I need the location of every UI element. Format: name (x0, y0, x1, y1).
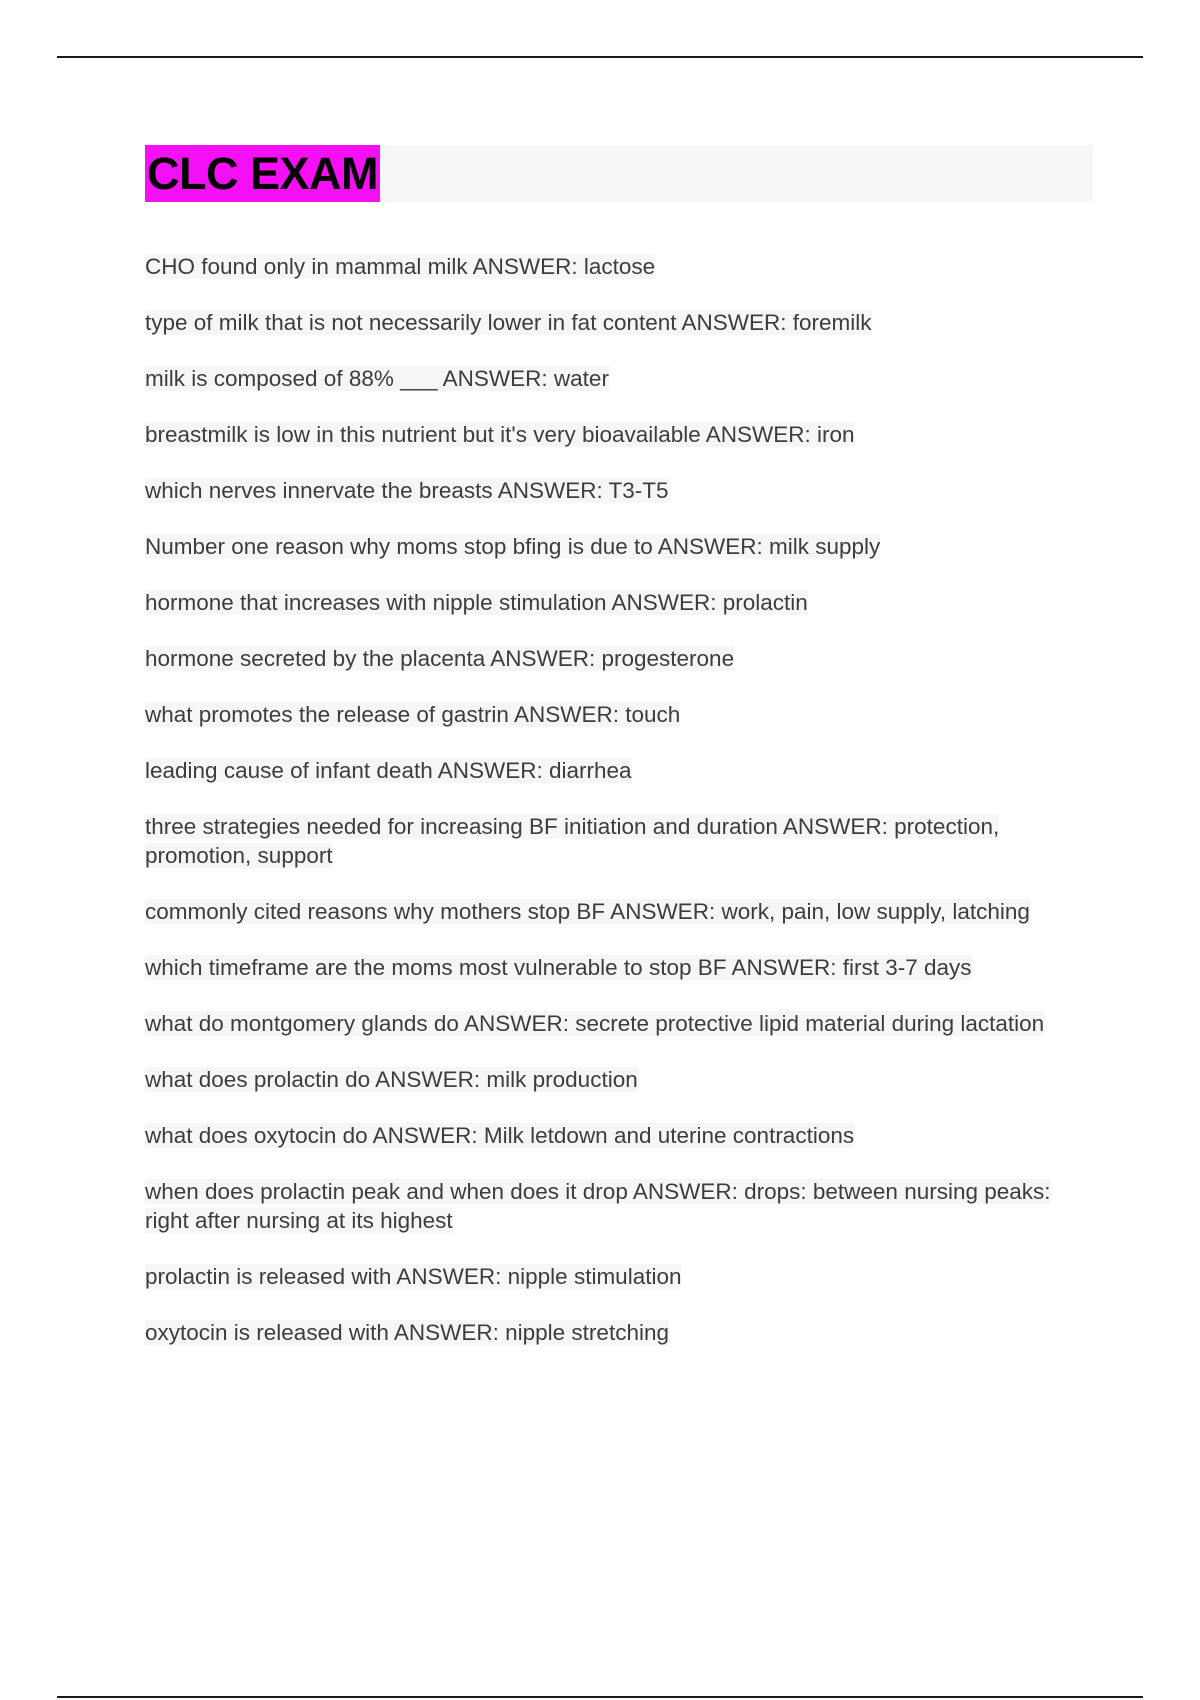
qa-text: when does prolactin peak and when does it drop ANSWER: drops: between nursing peaks: right after nursing at its highest (145, 1179, 1051, 1233)
qa-text: prolactin is released with ANSWER: nipple stimulation (145, 1264, 682, 1289)
qa-item (145, 1009, 1085, 1038)
qa-list (145, 252, 1085, 1374)
qa-item (145, 476, 1085, 505)
qa-item (145, 532, 1085, 561)
qa-item (145, 1318, 1085, 1347)
qa-item (145, 364, 1085, 393)
qa-text: what does prolactin do ANSWER: milk production (145, 1067, 638, 1092)
footer-rule (57, 1696, 1143, 1698)
qa-text: hormone secreted by the placenta ANSWER: progesterone (145, 646, 735, 671)
qa-text: oxytocin is released with ANSWER: nipple stretching (145, 1320, 669, 1345)
header-rule (57, 56, 1143, 58)
qa-item (145, 308, 1085, 337)
qa-text: commonly cited reasons why mothers stop BF ANSWER: work, pain, low supply, latching (145, 899, 1030, 924)
qa-item (145, 700, 1085, 729)
qa-text: Number one reason why moms stop bfing is due to ANSWER: milk supply (145, 534, 881, 559)
qa-item (145, 588, 1085, 617)
qa-item (145, 756, 1085, 785)
qa-text: hormone that increases with nipple stimulation ANSWER: prolactin (145, 590, 808, 615)
qa-text: CHO found only in mammal milk ANSWER: lactose (145, 254, 656, 279)
qa-text: milk is composed of 88% ___ ANSWER: water (145, 366, 609, 391)
qa-text: what does oxytocin do ANSWER: Milk letdown and uterine contractions (145, 1123, 855, 1148)
qa-text: which timeframe are the moms most vulnerable to stop BF ANSWER: first 3-7 days (145, 955, 972, 980)
qa-item (145, 1121, 1085, 1150)
qa-item (145, 953, 1085, 982)
qa-text: type of milk that is not necessarily lower in fat content ANSWER: foremilk (145, 310, 872, 335)
qa-text: which nerves innervate the breasts ANSWER: T3-T5 (145, 478, 669, 503)
qa-text: three strategies needed for increasing BF initiation and duration ANSWER: protection, promotion, support (145, 814, 1000, 868)
qa-text: leading cause of infant death ANSWER: diarrhea (145, 758, 632, 783)
qa-item (145, 644, 1085, 673)
qa-item (145, 812, 1085, 870)
qa-text: what do montgomery glands do ANSWER: secrete protective lipid material during lactation (145, 1011, 1045, 1036)
qa-text: breastmilk is low in this nutrient but it's very bioavailable ANSWER: iron (145, 422, 855, 447)
qa-item (145, 897, 1085, 926)
qa-item (145, 252, 1085, 281)
qa-item (145, 1262, 1085, 1291)
qa-item (145, 420, 1085, 449)
page-title: CLC EXAM (145, 145, 380, 202)
qa-item (145, 1177, 1085, 1235)
qa-text: what promotes the release of gastrin ANSWER: touch (145, 702, 681, 727)
qa-item (145, 1065, 1085, 1094)
